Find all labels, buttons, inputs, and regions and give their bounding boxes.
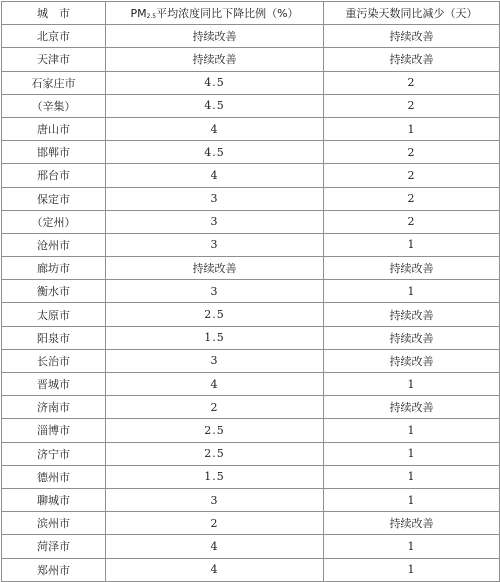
cell-city: 晋城市	[2, 373, 106, 396]
cell-city: 阳泉市	[2, 326, 106, 349]
cell-heavy-pollution-days: 1	[324, 535, 500, 558]
header-row	[2, 2, 500, 25]
cell-pm25-reduction: 2.5	[106, 303, 324, 326]
cell-city: （辛集）	[2, 94, 106, 117]
table-row	[2, 349, 500, 372]
cell-city: 衡水市	[2, 280, 106, 303]
cell-city: 北京市	[2, 25, 106, 48]
cell-pm25-reduction: 3	[106, 349, 324, 372]
table-row	[2, 396, 500, 419]
cell-city: 廊坊市	[2, 257, 106, 280]
table-row	[2, 326, 500, 349]
cell-city: 淄博市	[2, 419, 106, 442]
cell-heavy-pollution-days: 1	[324, 117, 500, 140]
cell-city: 保定市	[2, 187, 106, 210]
cell-heavy-pollution-days: 2	[324, 94, 500, 117]
cell-pm25-reduction: 4.5	[106, 94, 324, 117]
cell-heavy-pollution-days: 持续改善	[324, 396, 500, 419]
cell-city: 沧州市	[2, 233, 106, 256]
cell-heavy-pollution-days: 持续改善	[324, 48, 500, 71]
cell-city: 天津市	[2, 48, 106, 71]
table-row	[2, 117, 500, 140]
document-page	[1, 1, 499, 582]
cell-pm25-reduction: 3	[106, 210, 324, 233]
cell-city: 邢台市	[2, 164, 106, 187]
cell-heavy-pollution-days: 2	[324, 141, 500, 164]
table-header	[2, 2, 500, 25]
cell-heavy-pollution-days: 1	[324, 442, 500, 465]
cell-heavy-pollution-days: 2	[324, 71, 500, 94]
header-heavy-pollution-days: 重污染天数同比减少（天）	[324, 2, 500, 25]
cell-city: 郑州市	[2, 558, 106, 581]
cell-pm25-reduction: 2.5	[106, 419, 324, 442]
table-row	[2, 373, 500, 396]
cell-pm25-reduction: 1.5	[106, 326, 324, 349]
cell-city: 济南市	[2, 396, 106, 419]
header-city: 城 市	[2, 2, 106, 25]
table-row	[2, 233, 500, 256]
table-row	[2, 488, 500, 511]
table-row	[2, 512, 500, 535]
cell-pm25-reduction: 4	[106, 535, 324, 558]
cell-pm25-reduction: 3	[106, 187, 324, 210]
cell-heavy-pollution-days: 持续改善	[324, 257, 500, 280]
header-pm25-reduction	[106, 2, 324, 25]
cell-pm25-reduction: 2	[106, 512, 324, 535]
cell-city: 滨州市	[2, 512, 106, 535]
cell-pm25-reduction: 持续改善	[106, 48, 324, 71]
cell-pm25-reduction: 3	[106, 280, 324, 303]
cell-heavy-pollution-days: 1	[324, 558, 500, 581]
cell-city: 邯郸市	[2, 141, 106, 164]
table-row	[2, 558, 500, 581]
cell-heavy-pollution-days: 2	[324, 164, 500, 187]
cell-heavy-pollution-days: 持续改善	[324, 512, 500, 535]
cell-pm25-reduction: 2.5	[106, 442, 324, 465]
cell-heavy-pollution-days: 2	[324, 210, 500, 233]
cell-city: （定州）	[2, 210, 106, 233]
cell-pm25-reduction: 2	[106, 396, 324, 419]
table-row	[2, 419, 500, 442]
cell-pm25-reduction: 4.5	[106, 141, 324, 164]
cell-pm25-reduction: 4	[106, 373, 324, 396]
table-row	[2, 48, 500, 71]
cell-city: 太原市	[2, 303, 106, 326]
cell-heavy-pollution-days: 持续改善	[324, 25, 500, 48]
cell-pm25-reduction: 4	[106, 164, 324, 187]
table-row	[2, 25, 500, 48]
cell-heavy-pollution-days: 持续改善	[324, 349, 500, 372]
cell-pm25-reduction: 4	[106, 117, 324, 140]
table-row	[2, 187, 500, 210]
cell-city: 石家庄市	[2, 71, 106, 94]
cell-heavy-pollution-days: 持续改善	[324, 326, 500, 349]
cell-pm25-reduction: 持续改善	[106, 257, 324, 280]
header-pm-prefix: PM	[130, 7, 147, 21]
table-body	[2, 25, 500, 582]
table-row	[2, 141, 500, 164]
table-row	[2, 71, 500, 94]
cell-heavy-pollution-days: 2	[324, 187, 500, 210]
cell-pm25-reduction: 4.5	[106, 71, 324, 94]
cell-city: 济宁市	[2, 442, 106, 465]
table-row	[2, 535, 500, 558]
cell-city: 德州市	[2, 465, 106, 488]
cell-heavy-pollution-days: 1	[324, 488, 500, 511]
pollution-target-table	[1, 1, 500, 582]
cell-pm25-reduction: 3	[106, 488, 324, 511]
cell-heavy-pollution-days: 1	[324, 233, 500, 256]
header-pm-subscript: 2.5	[146, 13, 157, 21]
cell-pm25-reduction: 4	[106, 558, 324, 581]
cell-heavy-pollution-days: 1	[324, 280, 500, 303]
header-pm-suffix: 平均浓度同比下降比例（%）	[156, 7, 299, 21]
table-row	[2, 442, 500, 465]
cell-heavy-pollution-days: 1	[324, 373, 500, 396]
table-row	[2, 94, 500, 117]
cell-city: 唐山市	[2, 117, 106, 140]
cell-city: 聊城市	[2, 488, 106, 511]
cell-heavy-pollution-days: 持续改善	[324, 303, 500, 326]
table-row	[2, 257, 500, 280]
table-row	[2, 465, 500, 488]
cell-pm25-reduction: 持续改善	[106, 25, 324, 48]
table-row	[2, 280, 500, 303]
table-row	[2, 210, 500, 233]
table-row	[2, 303, 500, 326]
table-row	[2, 164, 500, 187]
cell-heavy-pollution-days: 1	[324, 419, 500, 442]
cell-pm25-reduction: 3	[106, 233, 324, 256]
cell-heavy-pollution-days: 1	[324, 465, 500, 488]
cell-pm25-reduction: 1.5	[106, 465, 324, 488]
cell-city: 长治市	[2, 349, 106, 372]
cell-city: 菏泽市	[2, 535, 106, 558]
